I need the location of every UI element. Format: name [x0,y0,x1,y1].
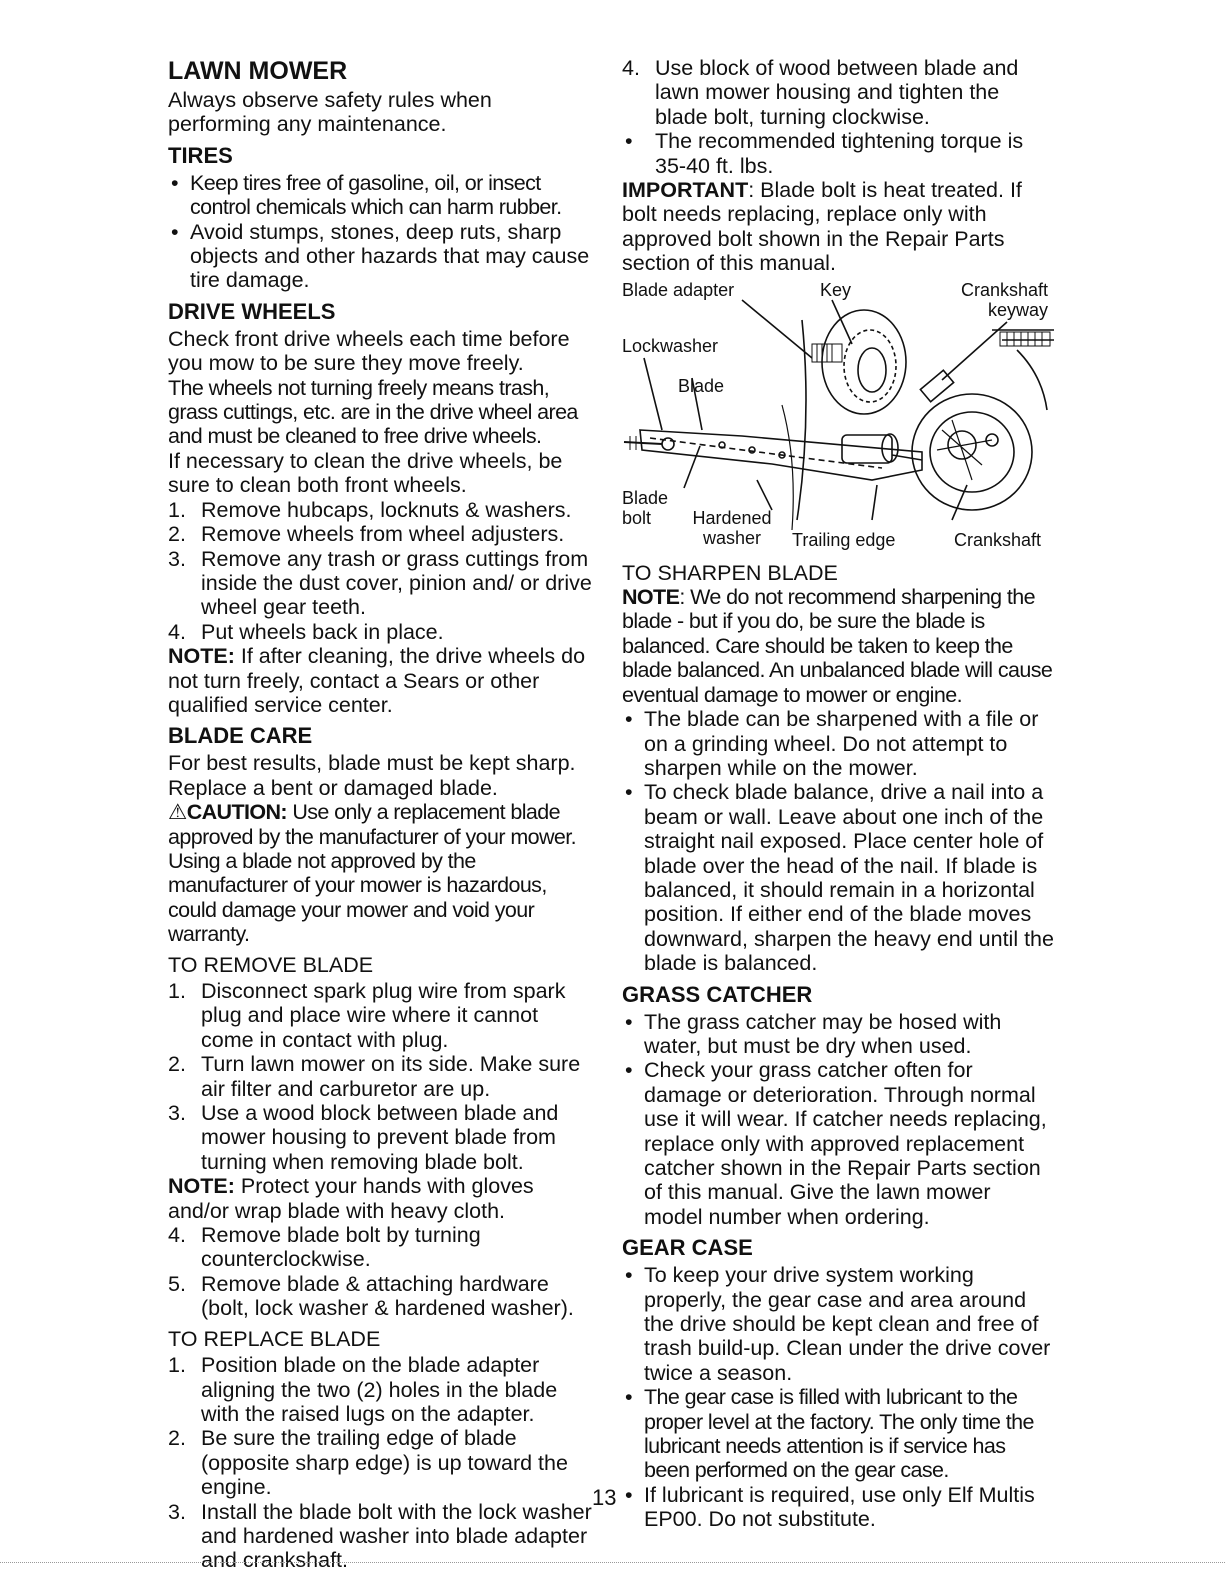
section-title: LAWN MOWER [168,57,348,85]
list-item: 2. Turn lawn mower on its side. Make sure air filter and carburetor are up. [168,1052,581,1101]
bullet-icon: • [625,1009,633,1034]
blade-care-heading: BLADE CARE [168,723,313,749]
blade-assembly-diagram [622,280,1054,555]
label-trailing-edge: Trailing edge [792,529,896,550]
paragraph: For best results, blade must be kept sharp. Replace a bent or damaged blade. [168,751,576,800]
list-item: 3. Remove any trash or grass cuttings from inside the dust cover, pinion and/ or drive wheel gear teeth. [168,546,592,620]
label-key: Key [820,279,852,300]
caution-text: ⚠CAUTION: Use only a replacement blade approved by the manufacturer of your mower. Using a blade not approved by the manufacturer of your mower is hazardous, could damage your mower and void your warranty. [168,800,577,947]
list-item: • The recommended tightening torque is 35-40 ft. lbs. [625,129,1024,178]
list-item: 1. Remove hubcaps, locknuts & washers. [168,497,572,522]
paragraph: Check front drive wheels each time before you mow to be sure they move freely. [168,326,570,376]
label-blade-adapter: Blade adapter [622,279,735,300]
list-item: 4. Put wheels back in place. [168,619,444,644]
bottom-divider [0,1562,1225,1563]
bullet-icon: • [625,129,633,154]
important-note: IMPORTANT: Blade bolt is heat treated. If bolt needs replacing, replace only with approved bolt shown in the Repair Parts section of this manual. [622,178,1022,276]
list-item: 2. Remove wheels from wheel adjusters. [168,522,565,547]
paragraph: The wheels not turning freely means trash, grass cuttings, etc. are in the drive wheel area and must be cleaned to free drive wheels. [168,375,578,449]
replace-blade-heading: TO REPLACE BLADE [168,1326,381,1351]
label-crankshaft: Crankshaft [954,529,1042,550]
list-item: 3. Install the blade bolt with the lock washer and hardened washer into blade adapter and crankshaft. [168,1499,592,1573]
label-crankshaft-keyway: Crankshaft keyway [960,279,1048,320]
bullet-icon: • [625,1385,633,1410]
label-hardened-washer: Hardened washer [692,507,772,548]
note: NOTE: Protect your hands with gloves and/or wrap blade with heavy cloth. [168,1174,534,1223]
list-item: • If lubricant is required, use only Elf Multis EP00. Do not substitute. [625,1482,1035,1532]
list-item: 2. Be sure the trailing edge of blade (opposite sharp edge) is up toward the engine. [168,1426,568,1500]
list-item: 3. Use a wood block between blade and mower housing to prevent blade from turning when removing blade bolt. [168,1101,559,1174]
list-item: • To check blade balance, drive a nail into a beam or wall. Leave about one inch of the straight nail exposed. Place center hole of blade over the head of the nail. If blade is balanced, it should remain in a horizontal position. If either end of the blade moves downward, sharpen the heavy end until the blade is balanced. [625,780,1054,976]
bullet-icon: • [625,1058,633,1083]
bullet-icon: • [625,1482,633,1507]
gear-case-heading: GEAR CASE [622,1235,753,1261]
list-item: • To keep your drive system working properly, the gear case and area around the drive should be kept clean and free of trash build-up. Clean under the drive cover twice a season. [625,1263,1051,1385]
bullet-icon: • [171,170,179,195]
note: NOTE: We do not recommend sharpening the blade - but if you do, be sure the blade is balanced. Care should be taken to keep the blade balanced. An unbalanced blade will cause eventual damage to mower or engine. [622,585,1053,707]
list-item: • The gear case is filled with lubricant to the proper level at the factory. The only time the lubricant needs attention is if service has been performed on the gear case. [625,1385,1034,1483]
list-item: • Keep tires free of gasoline, oil, or insect control chemicals which can harm rubber. [171,170,562,220]
list-item: • Avoid stumps, stones, deep ruts, sharp objects and other hazards that may cause tire damage. [171,219,590,293]
warning-icon: ⚠ [168,800,187,825]
label-lockwasher: Lockwasher [622,335,719,356]
list-item: 1. Position blade on the blade adapter aligning the two (2) holes in the blade with the raised lugs on the adapter. [168,1353,558,1426]
list-item: 5. Remove blade & attaching hardware (bolt, lock washer & hardened washer). [168,1271,574,1321]
left-column [168,56,594,1573]
label-blade: Blade [678,375,725,396]
intro-text: Always observe safety rules when performing any maintenance. [168,88,492,137]
drive-wheels-heading: DRIVE WHEELS [168,298,336,324]
list-item: • Check your grass catcher often for damage or deterioration. Through normal use it will wear. If catcher needs replacing, replace only with approved replacement catcher shown in the Repair Parts section of this manual. Give the lawn mower model number when ordering. [625,1058,1047,1229]
bullet-icon: • [625,1263,633,1288]
tires-heading: TIRES [168,142,233,168]
list-item: 4. Use block of wood between blade and lawn mower housing and tighten the blade bolt, turning clockwise. [622,56,1019,129]
remove-blade-heading: TO REMOVE BLADE [168,952,374,977]
list-item: • The grass catcher may be hosed with water, but must be dry when used. [625,1009,1002,1058]
list-item: 4. Remove blade bolt by turning counterclockwise. [168,1223,481,1272]
bullet-icon: • [171,219,179,244]
page-number: 13 [592,1485,617,1510]
note: NOTE: If after cleaning, the drive wheels do not turn freely, contact a Sears or other qualified service center. [168,644,586,717]
sharpen-heading: TO SHARPEN BLADE [622,560,838,585]
bullet-icon: • [625,780,633,805]
list-item: 1. Disconnect spark plug wire from spark plug and place wire where it cannot come in contact with plug. [168,979,566,1052]
label-blade-bolt: Blade bolt [622,487,669,528]
right-column [622,56,1054,1532]
list-item: • The blade can be sharpened with a file or on a grinding wheel. Do not attempt to sharpen while on the mower. [625,707,1039,780]
bullet-icon: • [625,707,633,732]
grass-catcher-heading: GRASS CATCHER [622,981,813,1007]
paragraph: If necessary to clean the drive wheels, be sure to clean both front wheels. [168,448,563,498]
